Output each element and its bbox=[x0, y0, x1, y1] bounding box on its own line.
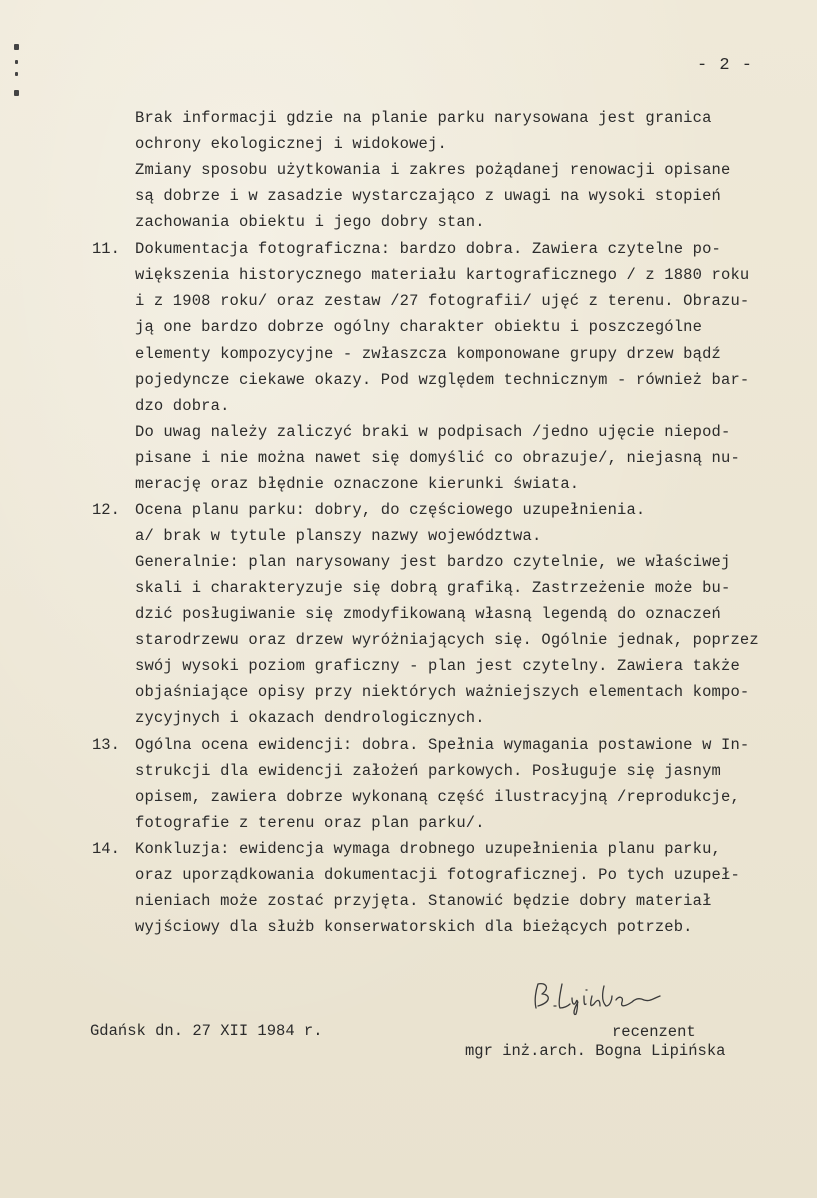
binding-mark bbox=[14, 44, 19, 50]
text-line: strukcji dla ewidencji założeń parkowych. Posługuje się jasnym bbox=[135, 762, 721, 780]
section-number: 11. bbox=[92, 240, 120, 258]
binding-mark bbox=[15, 60, 18, 64]
text-line: większenia historycznego materiału kartograficznego / z 1880 roku bbox=[135, 266, 750, 284]
reviewer-name: mgr inż.arch. Bogna Lipińska bbox=[465, 1042, 726, 1060]
text-line: nieniach może zostać przyjęta. Stanowić będzie dobry materiał bbox=[135, 892, 712, 910]
text-line: Ocena planu parku: dobry, do częściowego uzupełnienia. bbox=[135, 501, 646, 519]
text-line: Konkluzja: ewidencja wymaga drobnego uzupełnienia planu parku, bbox=[135, 840, 721, 858]
text-line: Ogólna ocena ewidencji: dobra. Spełnia wymagania postawione w In- bbox=[135, 736, 750, 754]
text-line: objaśniające opisy przy niektórych ważniejszych elementach kompo- bbox=[135, 683, 750, 701]
text-line: a/ brak w tytule planszy nazwy województwa. bbox=[135, 527, 542, 545]
text-line: pojedyncze ciekawe okazy. Pod względem technicznym - również bar- bbox=[135, 371, 750, 389]
text-line: elementy kompozycyjne - zwłaszcza komponowane grupy drzew bądź bbox=[135, 345, 721, 363]
page-number: - 2 - bbox=[697, 56, 754, 75]
text-line: fotografie z terenu oraz plan parku/. bbox=[135, 814, 485, 832]
text-line: Zmiany sposobu użytkowania i zakres pożądanej renowacji opisane bbox=[135, 161, 731, 179]
text-line: oraz uporządkowania dokumentacji fotograficznej. Po tych uzupeł- bbox=[135, 866, 740, 884]
text-line: zycyjnych i okazach dendrologicznych. bbox=[135, 709, 485, 727]
text-line: zachowania obiektu i jego dobry stan. bbox=[135, 213, 485, 231]
binding-mark bbox=[14, 90, 19, 96]
text-line: ją one bardzo dobrze ogólny charakter obiektu i poszczególne bbox=[135, 318, 703, 336]
section-number: 13. bbox=[92, 736, 120, 754]
text-line: Do uwag należy zaliczyć braki w podpisach /jedno ujęcie niepod- bbox=[135, 423, 731, 441]
text-line: Dokumentacja fotograficzna: bardzo dobra. Zawiera czytelne po- bbox=[135, 240, 721, 258]
binding-mark bbox=[15, 72, 18, 76]
reviewer-role: recenzent bbox=[612, 1023, 696, 1041]
text-line: wyjściowy dla służb konserwatorskich dla bieżących potrzeb. bbox=[135, 918, 693, 936]
text-line: ochrony ekologicznej i widokowej. bbox=[135, 135, 447, 153]
section-number: 14. bbox=[92, 840, 120, 858]
text-line: pisane i nie można nawet się domyślić co obrazuje/, niejasną nu- bbox=[135, 449, 740, 467]
text-line: swój wysoki poziom graficzny - plan jest czytelny. Zawiera także bbox=[135, 657, 740, 675]
text-line: Brak informacji gdzie na planie parku narysowana jest granica bbox=[135, 109, 712, 127]
text-line: Generalnie: plan narysowany jest bardzo czytelnie, we właściwej bbox=[135, 553, 731, 571]
text-line: są dobrze i w zasadzie wystarczająco z uwagi na wysoki stopień bbox=[135, 187, 721, 205]
text-line: dzić posługiwanie się zmodyfikowaną własną legendą do oznaczeń bbox=[135, 605, 721, 623]
section-number: 12. bbox=[92, 501, 120, 519]
text-line: i z 1908 roku/ oraz zestaw /27 fotografii/ ujęć z terenu. Obrazu- bbox=[135, 292, 750, 310]
place-date: Gdańsk dn. 27 XII 1984 r. bbox=[90, 1022, 323, 1040]
handwritten-signature bbox=[528, 978, 668, 1018]
text-line: opisem, zawiera dobrze wykonaną część ilustracyjną /reprodukcje, bbox=[135, 788, 740, 806]
text-line: merację oraz błędnie oznaczone kierunki świata. bbox=[135, 475, 580, 493]
text-line: skali i charakteryzuje się dobrą grafiką. Zastrzeżenie może bu- bbox=[135, 579, 731, 597]
text-line: starodrzewu oraz drzew wyróżniających się. Ogólnie jednak, poprzez bbox=[135, 631, 759, 649]
text-line: dzo dobra. bbox=[135, 397, 230, 415]
